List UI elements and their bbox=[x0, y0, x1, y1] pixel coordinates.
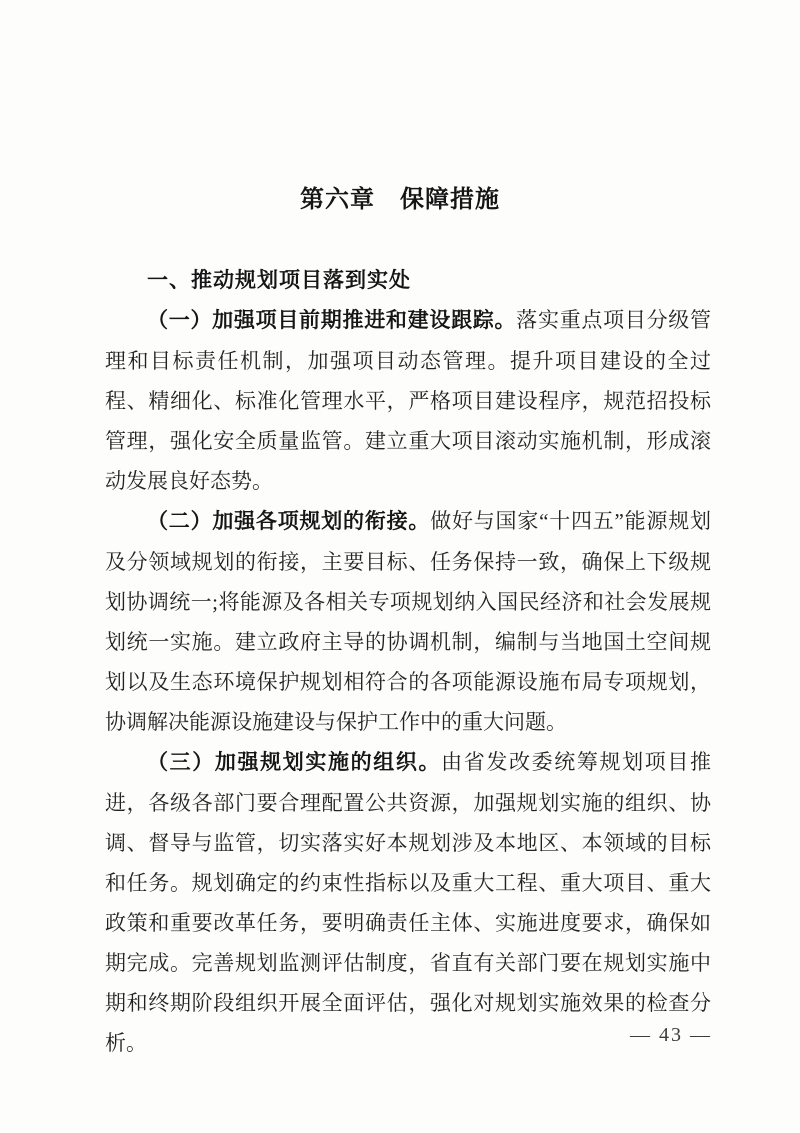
paragraph-body: 做好与国家“十四五”能源规划及分领域规划的衔接，主要目标、任务保持一致，确保上下级规划协调统一;将能源及各相关专项规划纳入国民经济和社会发展规划统一实施。建立政府主导的协调机制，编制与当地国土空间规划以及生态环境保护规划相符合的各项能源设施布局专项规划，协调解决能源设施建设与保护工作中的重大问题。 bbox=[105, 509, 712, 734]
paragraph-body: 由省发改委统筹规划项目推进，各级各部门要合理配置公共资源，加强规划实施的组织、协调、督导与监管，切实落实好本规划涉及本地区、本领域的目标和任务。规划确定的约束性指标以及重大工程、重大项目、重大政策和重要改革任务，要明确责任主体、实施进度要求，确保如期完成。完善规划监测评估制度，省直有关部门要在规划实施中期和终期阶段组织开展全面评估，强化对规划实施效果的检查分析。 bbox=[105, 750, 711, 1055]
paragraph-lead: （一）加强项目前期推进和建设跟踪。 bbox=[147, 309, 517, 332]
page-number: — 43 — bbox=[630, 1024, 712, 1046]
chapter-title: 第六章 保障措施 bbox=[300, 186, 500, 213]
paragraph-body: 落实重点项目分级管理和目标责任机制，加强项目动态管理。提升项目建设的全过程、精细化、标准化管理水平，严格项目建设程序，规范招投标管理，强化安全质量监管。建立重大项目滚动实施机制，形成滚动发展良好态势。 bbox=[105, 308, 712, 493]
paragraph bbox=[105, 300, 711, 501]
paragraph bbox=[105, 742, 711, 1063]
body-text bbox=[105, 300, 711, 1063]
section-heading: 一、推动规划项目落到实处 bbox=[147, 269, 411, 292]
paragraph bbox=[105, 501, 711, 742]
paragraph-lead: （三）加强规划实施的组织。 bbox=[147, 751, 442, 774]
paragraph-lead: （二）加强各项规划的衔接。 bbox=[147, 510, 431, 533]
